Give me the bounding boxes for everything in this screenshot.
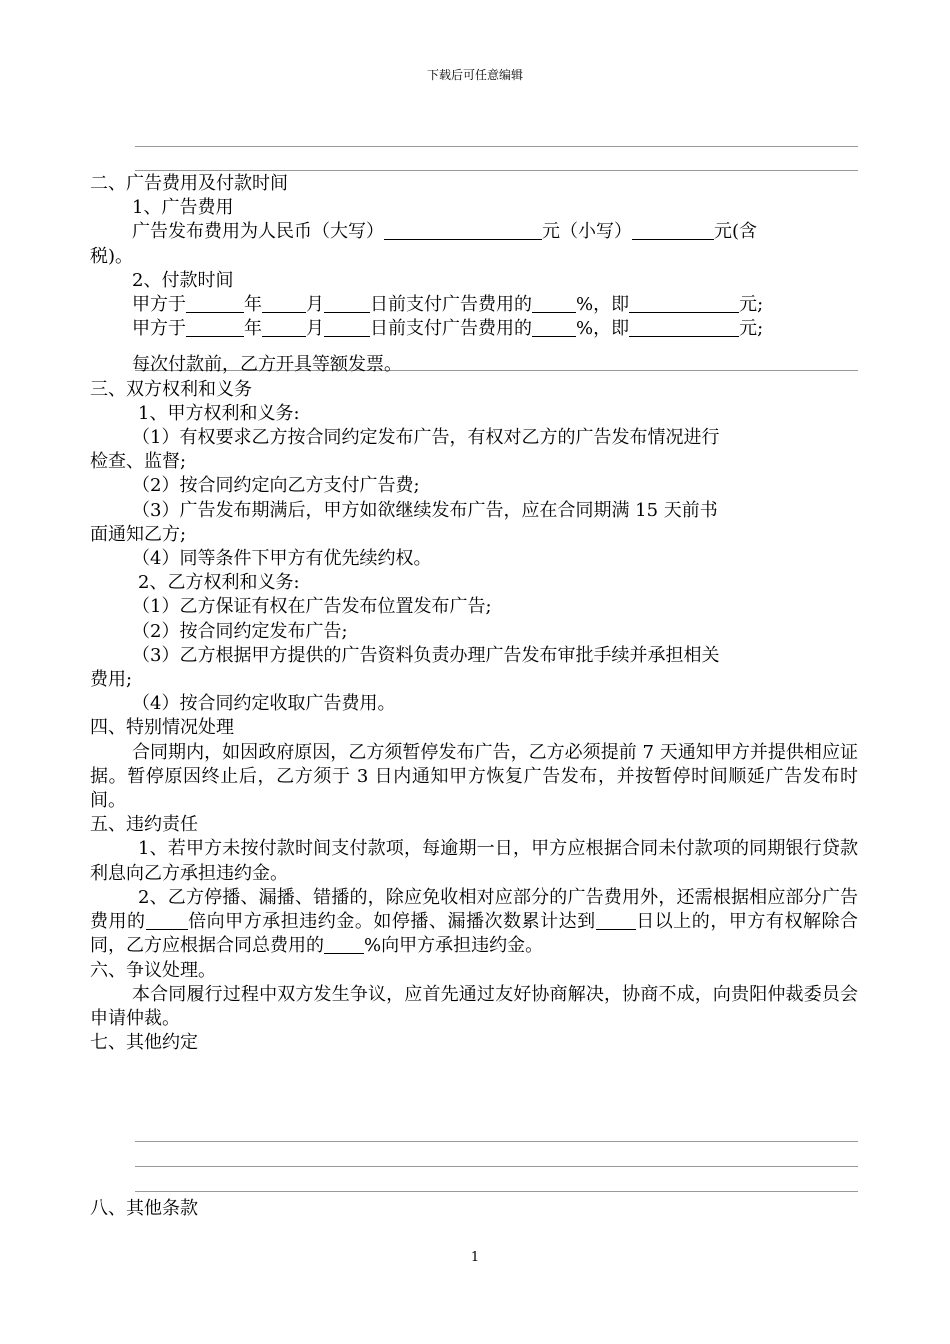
clause-a1: （1）有权要求乙方按合同约定发布广告，有权对乙方的广告发布情况进行: [132, 427, 720, 449]
payment-line-1: 甲方于 年 月 日前支付广告费用的 %，即 元;: [132, 294, 764, 316]
section-4-title: 四、特别情况处理: [90, 717, 234, 739]
clause-b1: （1）乙方保证有权在广告发布位置发布广告;: [132, 596, 492, 618]
page-number: 1: [470, 1250, 480, 1265]
contract-body: [90, 172, 858, 1055]
section-2-title: 二、广告费用及付款时间: [90, 173, 288, 194]
subsection-party-b: 2、乙方权利和义务:: [138, 572, 300, 594]
clause-a3-cont: 面通知乙方;: [90, 523, 187, 545]
payment-line-2: 甲方于 年 月 日前支付广告费用的 %，即 元;: [132, 318, 764, 340]
section-6-body: 本合同履行过程中双方发生争议，应首先通过友好协商解决，协商不成，向贵阳仲裁委员会申请仲裁。: [90, 983, 858, 1029]
clause-a4: （4）同等条件下甲方有优先续约权。: [132, 548, 432, 570]
section-8-title: 八、其他条款: [90, 1198, 198, 1219]
subsection-party-a: 1、甲方权利和义务:: [138, 402, 300, 424]
blank-line: [135, 1166, 858, 1167]
clause-a1-cont: 检查、监督;: [90, 451, 187, 473]
page-header: 下载后可任意编辑: [426, 68, 523, 82]
section-5-title: 五、违约责任: [90, 814, 198, 836]
blank-line: [135, 146, 858, 147]
blank-line: [135, 1141, 858, 1142]
section-4-body: 合同期内，如因政府原因，乙方须暂停发布广告，乙方必须提前 7 天通知甲方并提供相应证据。暂停原因终止后，乙方须于 3 日内通知甲方恢复广告发布，并按暂停时间顺延广告发布时间。: [90, 741, 858, 812]
blank-line: [135, 1191, 858, 1192]
clause-a3: （3）广告发布期满后，甲方如欲继续发布广告，应在合同期满 15 天前书: [132, 499, 718, 521]
invoice-note: 每次付款前，乙方开具等额发票。: [132, 354, 402, 376]
blank-line: [135, 170, 858, 171]
fee-line-cont: 税)。: [90, 245, 134, 267]
subsection-payment: 2、付款时间: [132, 269, 234, 291]
section-6-title: 六、争议处理。: [90, 959, 216, 981]
clause-5-1: 1、若甲方未按付款时间支付款项，每逾期一日，甲方应根据合同未付款项的同期银行贷款利息向乙方承担违约金。: [90, 838, 858, 884]
fee-line: 广告发布费用为人民币（大写） 元（小写） 元(含: [132, 221, 758, 243]
clause-b2: （2）按合同约定发布广告;: [132, 620, 348, 642]
section-7-title: 七、其他约定: [90, 1032, 198, 1054]
clause-a2: （2）按合同约定向乙方支付广告费;: [132, 475, 420, 497]
section-3-title: 三、双方权利和义务: [90, 378, 252, 400]
clause-5-2: 2、乙方停播、漏播、错播的，除应免收相对应部分的广告费用外，还需根据相应部分广告费用的 倍向甲方承担违约金。如停播、漏播次数累计达到 日以上的，甲方有权解除合同，乙方应根据合同总费用的 %向甲方承担违约金。: [90, 886, 859, 957]
clause-b3-cont: 费用;: [90, 669, 133, 691]
clause-b4: （4）按合同约定收取广告费用。: [132, 693, 396, 715]
clause-b3: （3）乙方根据甲方提供的广告资料负责办理广告发布审批手续并承担相关: [132, 644, 720, 666]
subsection-fee: 1、广告费用: [132, 197, 234, 219]
